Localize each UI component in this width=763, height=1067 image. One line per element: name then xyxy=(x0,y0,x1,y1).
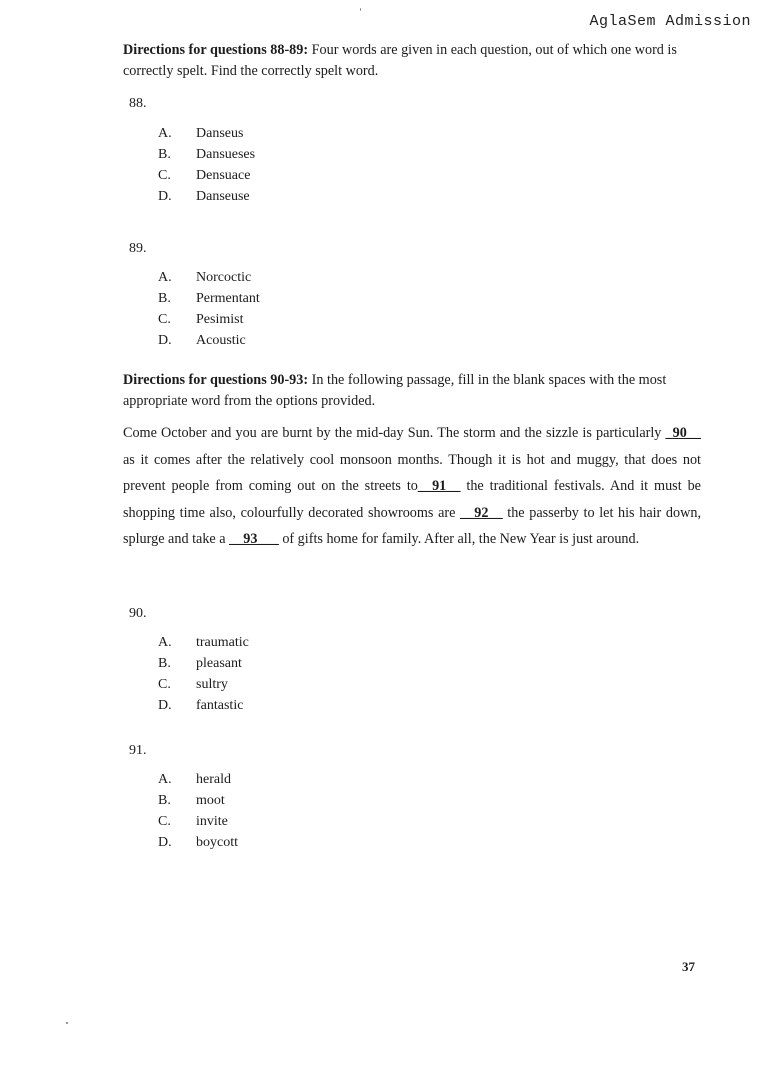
question-89-options xyxy=(158,267,260,351)
option-letter: B. xyxy=(158,291,171,306)
option-text: Danseus xyxy=(196,126,244,141)
directions-90-93-heading: Directions for questions 90-93: xyxy=(123,372,309,388)
option-text: Acoustic xyxy=(196,333,246,348)
option-letter: B. xyxy=(158,147,171,162)
option-text: fantastic xyxy=(196,698,244,713)
question-91-options xyxy=(158,769,238,853)
option-90-a[interactable] xyxy=(158,632,249,653)
option-88-d[interactable] xyxy=(158,186,255,207)
option-text: Densuace xyxy=(196,168,251,183)
page-number: 37 xyxy=(682,959,695,974)
option-90-b[interactable] xyxy=(158,653,249,674)
option-text: Norcoctic xyxy=(196,270,252,285)
option-text: Permentant xyxy=(196,291,260,306)
option-91-d[interactable] xyxy=(158,832,238,853)
option-text: traumatic xyxy=(196,635,249,650)
option-text: boycott xyxy=(196,835,238,850)
directions-90-93 xyxy=(123,370,701,412)
option-89-d[interactable] xyxy=(158,330,260,351)
option-letter: C. xyxy=(158,312,171,327)
option-text: Dansueses xyxy=(196,147,256,162)
option-letter: D. xyxy=(158,835,172,850)
passage-text: Come October and you are burnt by the mid-day Sun. The storm and the sizzle is particularly xyxy=(123,425,666,441)
directions-88-89-text: Four words are given in each question, out of which one word is correctly spelt. Find the correctly spelt word. xyxy=(123,42,677,79)
option-letter: A. xyxy=(158,270,172,285)
question-88-options xyxy=(158,123,255,207)
passage-text: as it comes after the relatively cool monsoon months. Though it is hot and muggy, that does not prevent people from coming out on the streets to xyxy=(123,451,701,494)
blank-91: __91__ xyxy=(417,478,461,494)
option-letter: D. xyxy=(158,698,172,713)
option-letter: A. xyxy=(158,772,172,787)
option-letter: A. xyxy=(158,635,172,650)
blank-93: __93___ xyxy=(229,531,279,547)
option-88-c[interactable] xyxy=(158,165,255,186)
passage xyxy=(123,420,701,553)
option-letter: C. xyxy=(158,677,171,692)
passage-text: the passerby to let his hair down, splurge and take a xyxy=(123,504,701,547)
option-90-d[interactable] xyxy=(158,695,249,716)
option-text: pleasant xyxy=(196,656,242,671)
question-90-number: 90. xyxy=(129,606,147,621)
scan-speck xyxy=(360,8,361,11)
option-letter: D. xyxy=(158,189,172,204)
option-letter: B. xyxy=(158,793,171,808)
option-91-c[interactable] xyxy=(158,811,238,832)
option-letter: B. xyxy=(158,656,171,671)
option-letter: A. xyxy=(158,126,172,141)
option-text: Pesimist xyxy=(196,312,244,327)
option-letter: D. xyxy=(158,333,172,348)
option-90-c[interactable] xyxy=(158,674,249,695)
option-text: sultry xyxy=(196,677,228,692)
directions-88-89 xyxy=(123,40,701,82)
option-text: Danseuse xyxy=(196,189,250,204)
question-88-number: 88. xyxy=(129,96,147,111)
option-letter: C. xyxy=(158,168,171,183)
passage-text: of gifts home for family. After all, the New Year is just around. xyxy=(278,531,640,547)
option-text: moot xyxy=(196,793,225,808)
scan-speck xyxy=(66,1022,68,1024)
passage-text: the traditional festivals. And it must be shopping time also, colourfully decorated showrooms are xyxy=(123,478,701,521)
directions-90-93-text: In the following passage, fill in the blank spaces with the most appropriate word from the options provided. xyxy=(123,372,667,409)
option-letter: C. xyxy=(158,814,171,829)
question-91-number: 91. xyxy=(129,743,147,758)
directions-88-89-heading: Directions for questions 88-89: xyxy=(123,42,309,58)
option-88-a[interactable] xyxy=(158,123,255,144)
option-91-b[interactable] xyxy=(158,790,238,811)
option-89-b[interactable] xyxy=(158,288,260,309)
site-watermark-label: AglaSem Admission xyxy=(589,13,751,30)
option-88-b[interactable] xyxy=(158,144,255,165)
option-text: herald xyxy=(196,772,231,787)
option-89-a[interactable] xyxy=(158,267,260,288)
question-90-options xyxy=(158,632,249,716)
question-89-number: 89. xyxy=(129,241,147,256)
blank-90: _90__ xyxy=(665,425,701,441)
option-89-c[interactable] xyxy=(158,309,260,330)
option-text: invite xyxy=(196,814,228,829)
blank-92: __92__ xyxy=(460,504,503,521)
option-91-a[interactable] xyxy=(158,769,238,790)
